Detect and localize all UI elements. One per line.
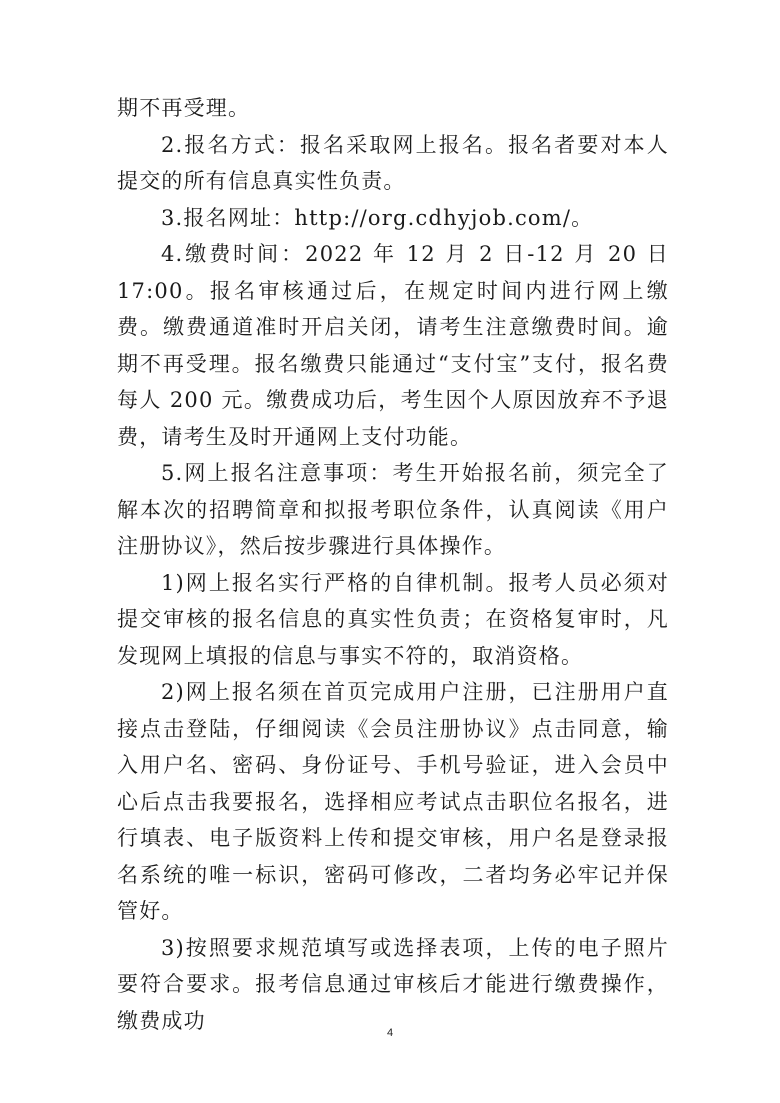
paragraph-continuation: 期不再受理。	[117, 96, 251, 120]
paragraph-registration-url: 3.报名网址：http://org.cdhyjob.com/。	[161, 205, 594, 230]
paragraph-note-1: 1)网上报名实行严格的自律机制。报考人员必须对提交审核的报名信息的真实性负责；在资格复审时，凡发现网上填报的信息与事实不符的，取消资格。	[117, 570, 669, 668]
paragraph-note-2: 2)网上报名须在首页完成用户注册，已注册用户直接点击登陆，仔细阅读《会员注册协议》点击同意，输入用户名、密码、身份证号、手机号验证，进入会员中心后点击我要报名，选择相应考试点击职位名报名，进行填表、电子版资料上传和提交审核，用户名是登录报名系统的唯一标识，密码可修改，二者均务必牢记并保管好。	[117, 680, 669, 923]
paragraph-online-notes: 5.网上报名注意事项：考生开始报名前，须完全了解本次的招聘简章和拟报考职位条件，认真阅读《用户注册协议》，然后按步骤进行具体操作。	[117, 461, 669, 558]
paragraph-note-3: 3)按照要求规范填写或选择表项，上传的电子照片要符合要求。报考信息通过审核后才能进行缴费操作，缴费成功	[117, 935, 669, 1033]
paragraph-registration-method: 2.报名方式：报名采取网上报名。报名者要对本人提交的所有信息真实性负责。	[117, 132, 669, 193]
document-body	[117, 90, 669, 1039]
paragraph-payment-time: 4.缴费时间：2022 年 12 月 2 日-12 月 20 日 17:00。报名审核通过后，在规定时间内进行网上缴费。缴费通道准时开启关闭，请考生注意缴费时间。逾期不再受理。报名缴费只能通过“支付宝”支付，报名费每人 200 元。缴费成功后，考生因个人原因放弃不予退费，请考生及时开通网上支付功能。	[117, 242, 669, 449]
page-number: 4	[386, 1027, 394, 1039]
